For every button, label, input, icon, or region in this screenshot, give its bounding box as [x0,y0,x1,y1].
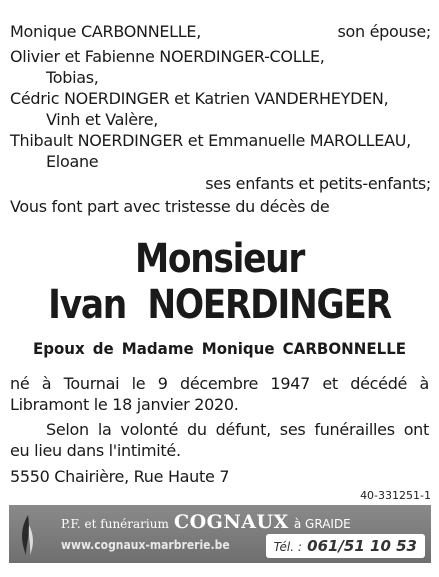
website-link[interactable]: www.cognaux-marbrerie.be [61,538,230,552]
birth-death-line: Libramont le 18 janvier 2020. [10,395,239,414]
flame-logo-icon [17,513,39,557]
phone-box [266,534,425,558]
funeral-home-name [61,511,351,533]
family-line: Tobias, [46,68,99,87]
family-line: Cédric NOERDINGER et Katrien VANDERHEYDEN, [10,89,389,108]
children-label: ses enfants et petits-enfants; [205,174,431,193]
brand-name: COGNAUX [173,511,289,533]
spouse-name: Monique CARBONNELLE, [10,22,202,41]
family-line: Eloane [46,152,99,171]
honorific: Monsieur [134,236,305,282]
phone-label: Tél. : [273,540,302,554]
family-line: Thibault NOERDINGER et Emmanuelle MAROLLEAU, [10,131,411,150]
reference-number: 40-331251-1 [360,489,431,502]
spouse-of: Epoux de Madame Monique CARBONNELLE [32,339,407,358]
deceased-name: Ivan NOERDINGER [48,282,391,328]
family-line: Olivier et Fabienne NOERDINGER-COLLE, [10,47,325,66]
birth-death-line: né à Tournai le 9 décembre 1947 et décédé à [10,374,429,393]
phone-number[interactable]: 061/51 10 53 [307,537,417,555]
family-line: Vinh et Valère, [46,110,159,129]
announcement: Vous font part avec tristesse du décès de [10,197,330,216]
wish-line: Selon la volonté du défunt, ses funérailles ont [46,420,429,439]
wish-line: eu lieu dans l'intimité. [10,441,181,460]
address: 5550 Chairière, Rue Haute 7 [10,467,230,486]
brand-location: à GRAIDE [293,517,351,531]
funeral-home-banner [9,505,431,563]
brand-prefix: P.F. et funérarium [61,517,169,531]
spouse-role: son épouse; [337,22,431,41]
